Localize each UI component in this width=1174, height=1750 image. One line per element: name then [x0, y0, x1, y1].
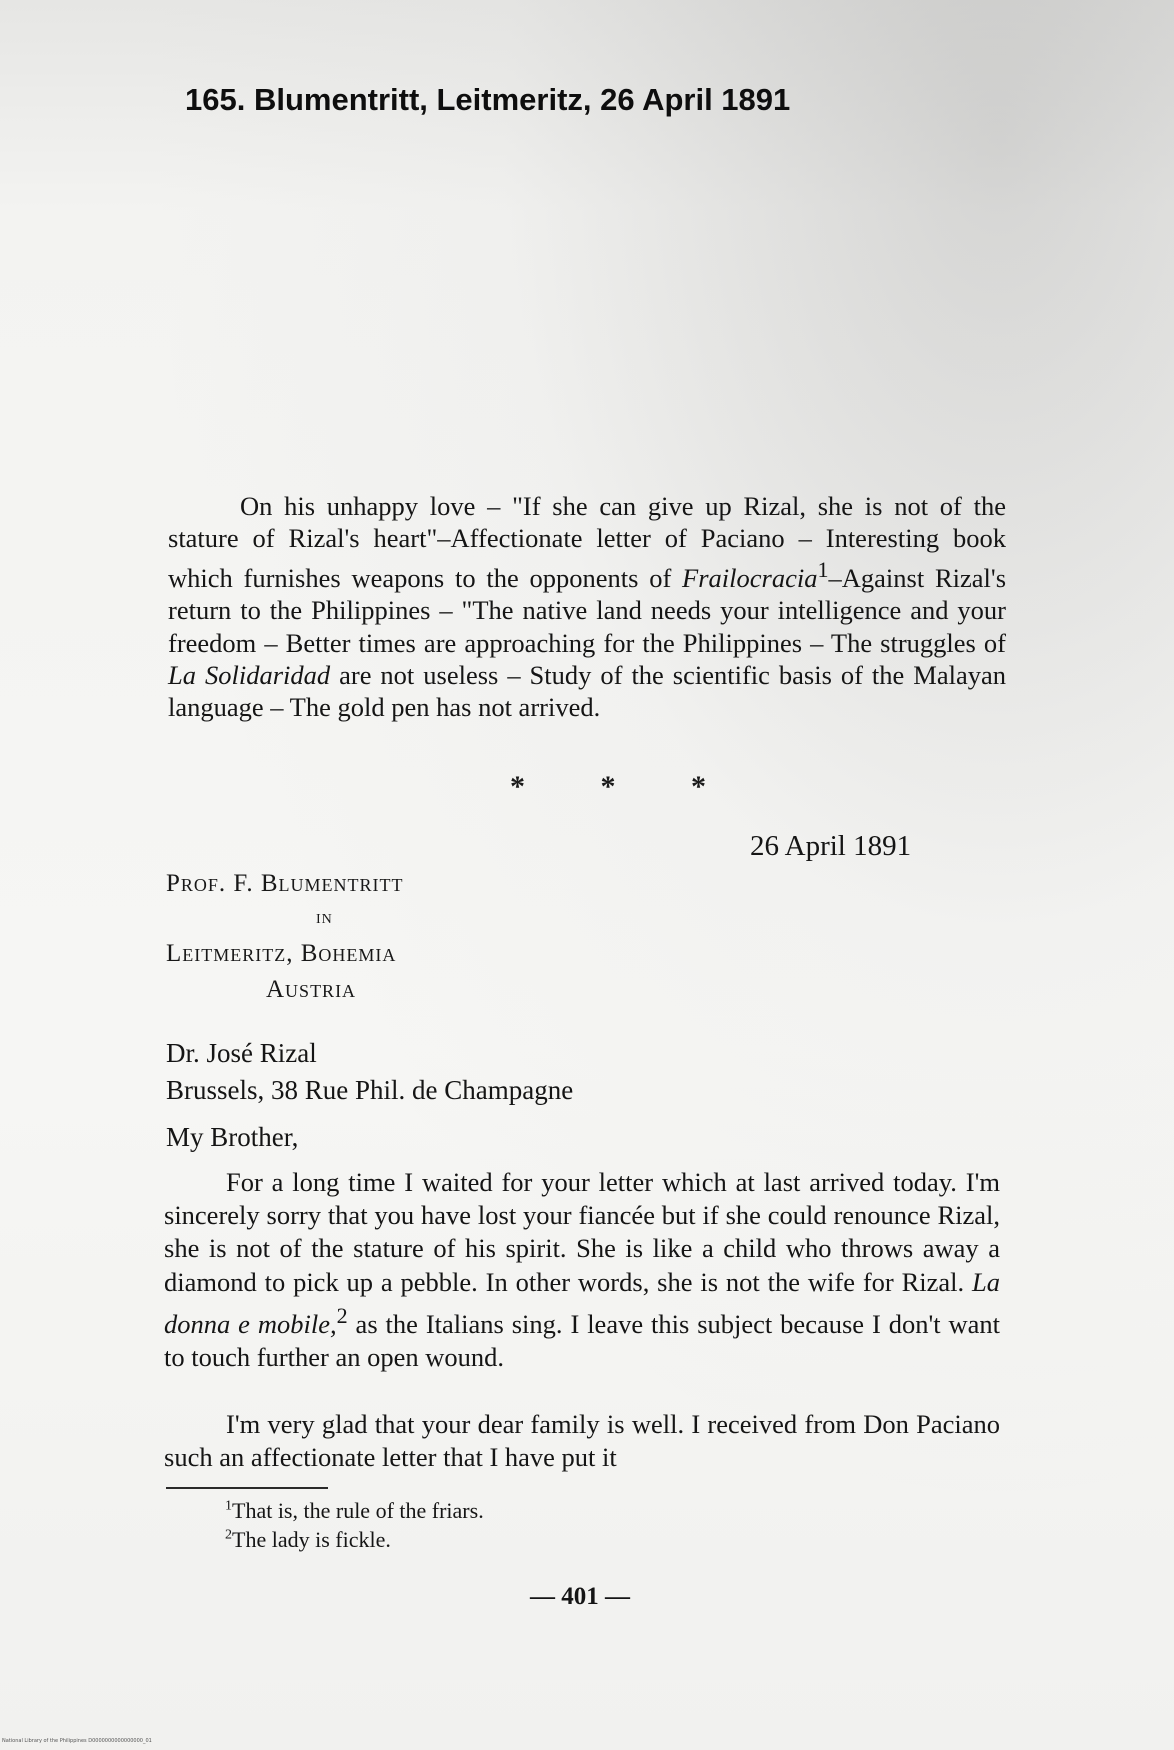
letter-date: 26 April 1891	[750, 830, 912, 862]
sender-name: Dr. José Rizal	[166, 1038, 317, 1068]
address-line-1: Prof. F. Blumentritt	[166, 870, 404, 897]
sender-address: Brussels, 38 Rue Phil. de Champagne	[166, 1075, 574, 1105]
scan-caption: National Library of the Philippines D0000000000000000_01	[2, 1738, 152, 1744]
summary-part-3: are not useless – Study of the scientific basis of the Malayan language – The gold pen has not arrived.	[168, 659, 1006, 723]
summary-part-1: On his unhappy love – "If she can give up Rizal, she is not of the stature of Rizal's heart"–Affectionate letter of Paciano – Interesting book which furnishes weapons to the opponents of	[168, 491, 1006, 594]
footnote-2	[225, 1527, 391, 1553]
paragraph-1-text-b: as the Italians sing. I leave this subject because I don't want to touch further an open wound.	[164, 1308, 1001, 1372]
address-line-2: in	[316, 906, 333, 928]
paragraph-1-italic-quote: La donna e mobile,	[164, 1266, 1000, 1339]
body-paragraph-2: I'm very glad that your dear family is well. I received from Don Paciano such an affectionate letter that I have put it	[164, 1409, 1000, 1473]
footnote-2-mark: 2	[225, 1527, 232, 1543]
body-paragraph-1	[164, 1166, 1000, 1374]
footnote-ref-2: 2	[336, 1302, 348, 1328]
address-line-3: Leitmeritz, Bohemia	[166, 940, 397, 967]
footnote-divider	[166, 1487, 328, 1489]
address-line-4: Austria	[266, 976, 357, 1003]
footnote-1-mark: 1	[225, 1498, 232, 1514]
salutation: My Brother,	[166, 1122, 299, 1152]
section-separator: * * *	[510, 770, 740, 803]
summary-italic-title: Frailocracia	[682, 563, 818, 594]
letter-heading: 165. Blumentritt, Leitmeritz, 26 April 1891	[185, 82, 791, 117]
footnote-2-text: The lady is fickle.	[232, 1527, 391, 1552]
summary-italic-newspaper: La Solidaridad	[168, 659, 331, 690]
footnote-1-text: That is, the rule of the friars.	[232, 1498, 484, 1523]
page-number: — 401 —	[530, 1583, 630, 1610]
paragraph-1-text-a: For a long time I waited for your letter which at last arrived today. I'm sincerely sorry that you have lost your fiancée but if she could renounce Rizal, she is not of the stature of his spirit. She is like a child who throws away a diamond to pick up a pebble. In other words, she is not the wife for Rizal.	[164, 1167, 1000, 1297]
letter-summary	[168, 490, 1006, 723]
footnote-1	[225, 1498, 484, 1524]
summary-part-2: –Against Rizal's return to the Philippines – "The native land needs your intelligence and your freedom – Better times are approaching for the Philippines – The struggles of	[168, 563, 1007, 658]
footnote-ref-1: 1	[817, 557, 829, 583]
